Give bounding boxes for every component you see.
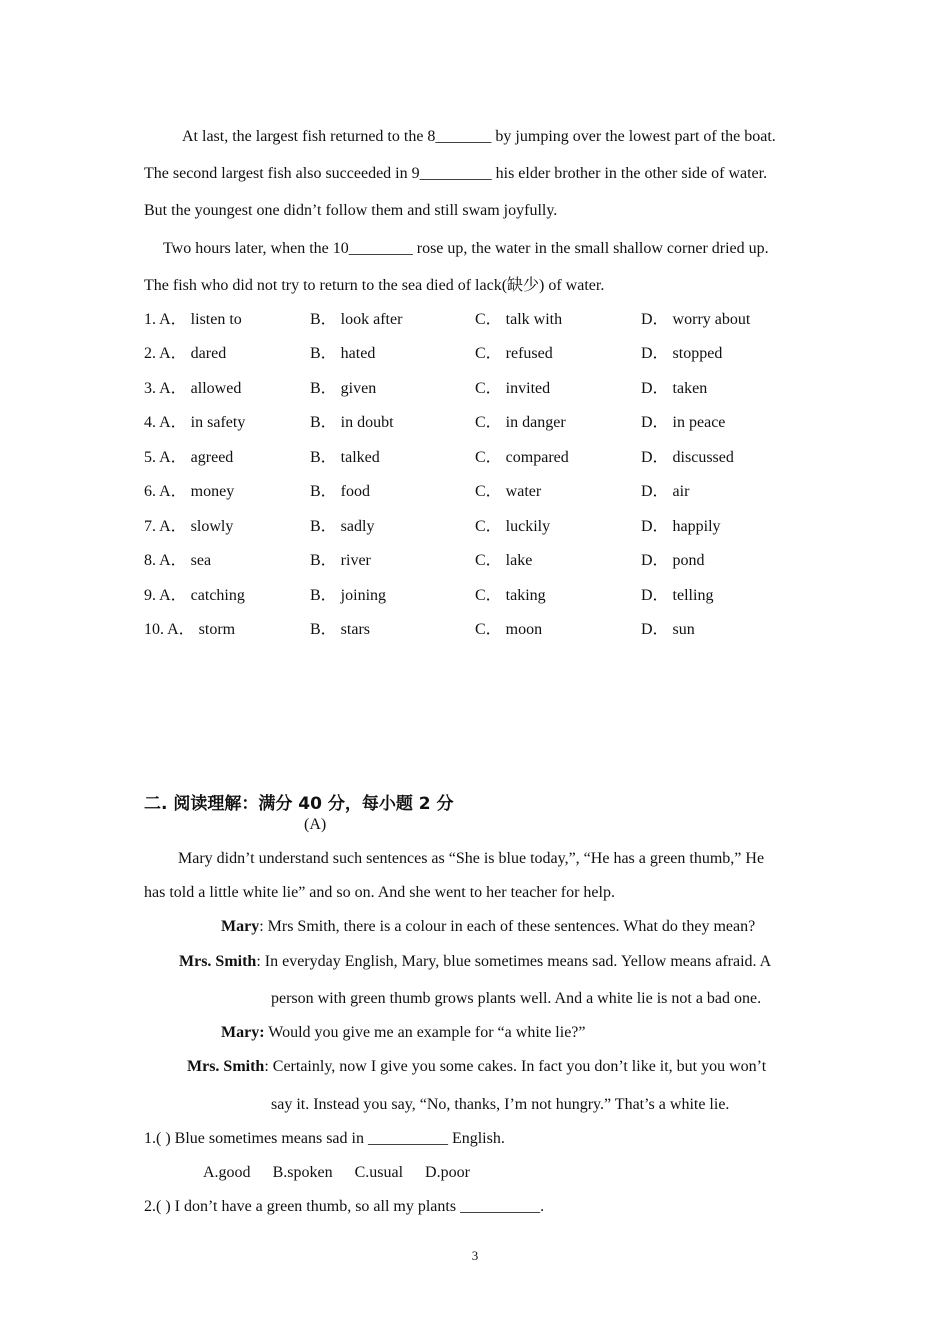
option-c: C． taking (475, 587, 546, 604)
question-row (144, 379, 844, 399)
option-c: C.usual (354, 1164, 404, 1181)
option-a: 5. A． agreed (144, 449, 234, 466)
option-a: 8. A． sea (144, 552, 212, 569)
option-c: C． water (475, 483, 542, 500)
option-c: C． refused (475, 345, 553, 362)
option-a: 10. A． storm (144, 621, 236, 638)
speaker-name: Mrs. Smith (179, 953, 257, 970)
option-d: D． discussed (641, 449, 734, 466)
option-b: B． talked (310, 449, 380, 466)
option-d: D． worry about (641, 311, 751, 328)
question-row (144, 413, 844, 433)
option-a: 2. A． dared (144, 345, 227, 362)
section-subtitle: (A) (304, 816, 327, 833)
option-d: D． stopped (641, 345, 723, 362)
option-b: B． look after (310, 311, 403, 328)
option-c: C． compared (475, 449, 569, 466)
question-2: 2.( ) I don’t have a green thumb, so all my plants __________. (144, 1198, 545, 1215)
question-row (144, 310, 844, 330)
question-1: 1.( ) Blue sometimes means sad in __________ English. (144, 1130, 505, 1147)
speaker-name: Mary: (221, 1024, 265, 1041)
option-d: D． taken (641, 380, 708, 397)
intro-line: Mary didn’t understand such sentences as “She is blue today,”, “He has a green thumb,” He (178, 850, 765, 867)
question-row (144, 448, 844, 468)
dialogue-continuation: say it. Instead you say, “No, thanks, I’m not hungry.” That’s a white lie. (271, 1096, 730, 1113)
question-row (144, 344, 844, 364)
dialogue-text: : In everyday English, Mary, blue sometimes means sad. Yellow means afraid. A (256, 953, 772, 970)
option-d: D． happily (641, 518, 721, 535)
option-b: B． given (310, 380, 377, 397)
option-d: D． in peace (641, 414, 726, 431)
dialogue-line (221, 917, 755, 937)
option-c: C． in danger (475, 414, 566, 431)
question-row (144, 551, 844, 571)
passage-line: But the youngest one didn’t follow them and still swam joyfully. (144, 202, 558, 219)
intro-line: has told a little white lie” and so on. And she went to her teacher for help. (144, 884, 615, 901)
option-c: C． talk with (475, 311, 563, 328)
dialogue-continuation: person with green thumb grows plants well. And a white lie is not a bad one. (271, 990, 762, 1007)
passage-line: The second largest fish also succeeded in 9_________ his elder brother in the other side of water. (144, 165, 768, 182)
dialogue-line (179, 952, 771, 972)
option-d: D． air (641, 483, 690, 500)
dialogue-line (187, 1057, 766, 1077)
passage-line: At last, the largest fish returned to the 8_______ by jumping over the lowest part of the boat. (182, 128, 776, 145)
option-c: C． moon (475, 621, 543, 638)
option-c: C． lake (475, 552, 533, 569)
option-a: 6. A． money (144, 483, 235, 500)
dialogue-text: Would you give me an example for “a white lie?” (264, 1024, 586, 1041)
option-d: D.poor (425, 1164, 470, 1181)
question-row (144, 586, 844, 606)
option-a: 3. A． allowed (144, 380, 242, 397)
speaker-name: Mrs. Smith (187, 1058, 265, 1075)
section-title: 二. 阅读理解：满分 40 分，每小题 2 分 (144, 794, 454, 814)
option-b: B.spoken (272, 1164, 333, 1181)
question-row (144, 482, 844, 502)
question-row (144, 620, 844, 640)
option-a: 4. A． in safety (144, 414, 246, 431)
option-a: 1. A． listen to (144, 311, 242, 328)
option-d: D． pond (641, 552, 705, 569)
option-b: B． river (310, 552, 371, 569)
option-a: 7. A． slowly (144, 518, 234, 535)
passage-line: Two hours later, when the 10________ rose up, the water in the small shallow corner dried up. (163, 240, 769, 257)
option-d: D． sun (641, 621, 695, 638)
option-b: B． joining (310, 587, 387, 604)
option-c: C． luckily (475, 518, 551, 535)
option-b: B． sadly (310, 518, 375, 535)
dialogue-text: : Mrs Smith, there is a colour in each of these sentences. What do they mean? (259, 918, 756, 935)
question-row (144, 517, 844, 537)
dialogue-line (221, 1023, 586, 1043)
page-number: 3 (471, 1248, 479, 1263)
option-b: B． stars (310, 621, 371, 638)
passage-line: The fish who did not try to return to the sea died of lack(缺少) of water. (144, 277, 605, 294)
question-1-options (203, 1163, 492, 1183)
option-b: B． hated (310, 345, 376, 362)
dialogue-text: : Certainly, now I give you some cakes. In fact you don’t like it, but you won’t (264, 1058, 767, 1075)
option-d: D． telling (641, 587, 714, 604)
option-c: C． invited (475, 380, 551, 397)
option-a: 9. A． catching (144, 587, 245, 604)
speaker-name: Mary (221, 918, 260, 935)
option-a: A.good (203, 1164, 251, 1181)
option-b: B． in doubt (310, 414, 394, 431)
option-b: B． food (310, 483, 371, 500)
